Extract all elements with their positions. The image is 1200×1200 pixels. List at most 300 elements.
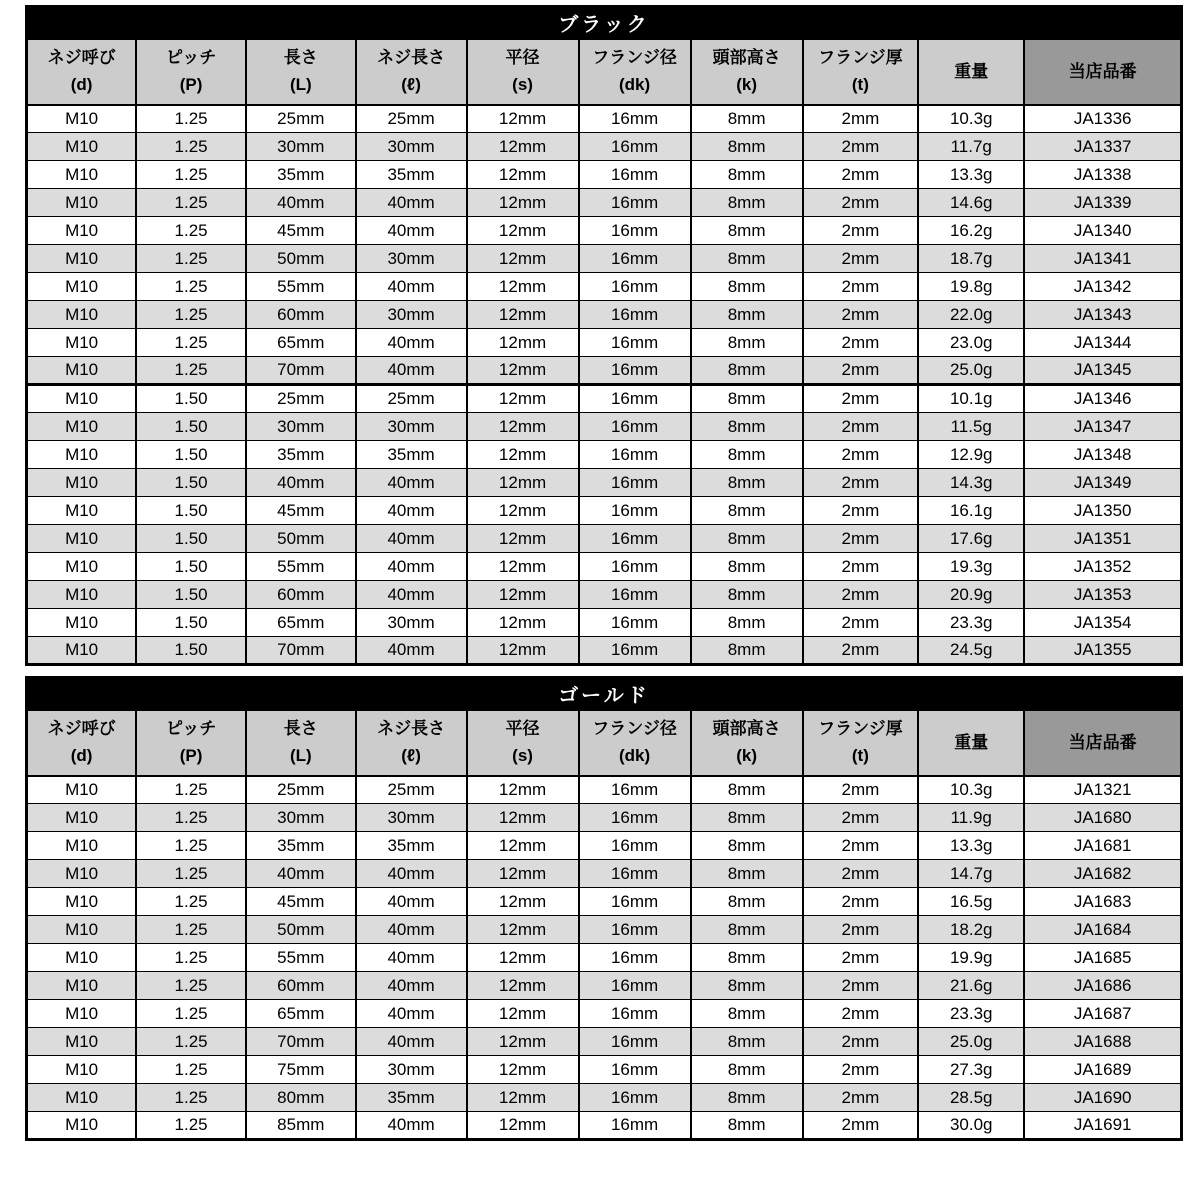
- cell-thread: 40mm: [356, 1028, 467, 1056]
- cell-l: 55mm: [246, 553, 356, 581]
- spec-row: [27, 385, 1182, 413]
- cell-p: 1.50: [136, 385, 246, 413]
- cell-thread: 30mm: [356, 245, 467, 273]
- cell-d: M10: [27, 1000, 137, 1028]
- cell-t: 2mm: [803, 609, 919, 637]
- cell-k: 8mm: [691, 245, 803, 273]
- cell-p: 1.50: [136, 469, 246, 497]
- cell-k: 8mm: [691, 497, 803, 525]
- cell-s: 12mm: [467, 273, 579, 301]
- spec-row: [27, 245, 1182, 273]
- cell-l: 30mm: [246, 413, 356, 441]
- cell-thread: 40mm: [356, 329, 467, 357]
- cell-part: JA1351: [1024, 525, 1181, 553]
- column-label: ピッチ: [165, 48, 217, 68]
- cell-p: 1.25: [136, 888, 246, 916]
- cell-weight: 25.0g: [918, 357, 1024, 385]
- column-header-l: [246, 710, 356, 776]
- cell-l: 30mm: [246, 804, 356, 832]
- column-header-k: [691, 39, 803, 105]
- spec-row: [27, 916, 1182, 944]
- cell-part: JA1354: [1024, 609, 1181, 637]
- cell-p: 1.25: [136, 972, 246, 1000]
- cell-l: 40mm: [246, 189, 356, 217]
- cell-thread: 40mm: [356, 217, 467, 245]
- cell-p: 1.25: [136, 357, 246, 385]
- cell-k: 8mm: [691, 301, 803, 329]
- column-label: 頭部高さ: [712, 719, 781, 739]
- spec-row: [27, 469, 1182, 497]
- cell-t: 2mm: [803, 832, 919, 860]
- cell-l: 45mm: [246, 217, 356, 245]
- cell-dk: 16mm: [579, 161, 691, 189]
- cell-part: JA1682: [1024, 860, 1181, 888]
- cell-d: M10: [27, 497, 137, 525]
- cell-d: M10: [27, 776, 137, 804]
- cell-thread: 40mm: [356, 525, 467, 553]
- cell-s: 12mm: [467, 105, 579, 133]
- cell-dk: 16mm: [579, 357, 691, 385]
- cell-thread: 30mm: [356, 413, 467, 441]
- cell-t: 2mm: [803, 1028, 919, 1056]
- cell-p: 1.25: [136, 105, 246, 133]
- cell-t: 2mm: [803, 469, 919, 497]
- column-label: フランジ厚: [818, 719, 903, 739]
- cell-d: M10: [27, 944, 137, 972]
- column-symbol: (s): [512, 74, 533, 94]
- spec-row: [27, 133, 1182, 161]
- cell-part: JA1321: [1024, 776, 1181, 804]
- cell-d: M10: [27, 581, 137, 609]
- cell-thread: 35mm: [356, 1084, 467, 1112]
- cell-part: JA1342: [1024, 273, 1181, 301]
- cell-p: 1.25: [136, 1056, 246, 1084]
- column-symbol: (k): [736, 74, 757, 94]
- spec-row: [27, 329, 1182, 357]
- cell-p: 1.50: [136, 637, 246, 665]
- cell-l: 25mm: [246, 385, 356, 413]
- cell-t: 2mm: [803, 413, 919, 441]
- cell-s: 12mm: [467, 553, 579, 581]
- table-title-black: ブラック: [27, 7, 1182, 39]
- column-label: 平径: [505, 719, 540, 739]
- cell-part: JA1684: [1024, 916, 1181, 944]
- cell-t: 2mm: [803, 581, 919, 609]
- cell-dk: 16mm: [579, 469, 691, 497]
- cell-dk: 16mm: [579, 609, 691, 637]
- cell-d: M10: [27, 1028, 137, 1056]
- cell-weight: 14.7g: [918, 860, 1024, 888]
- cell-d: M10: [27, 217, 137, 245]
- column-header-part: [1024, 39, 1181, 105]
- cell-d: M10: [27, 469, 137, 497]
- cell-dk: 16mm: [579, 916, 691, 944]
- cell-part: JA1681: [1024, 832, 1181, 860]
- cell-part: JA1680: [1024, 804, 1181, 832]
- cell-t: 2mm: [803, 525, 919, 553]
- cell-p: 1.50: [136, 581, 246, 609]
- cell-t: 2mm: [803, 1084, 919, 1112]
- column-symbol: (d): [70, 74, 93, 94]
- cell-t: 2mm: [803, 385, 919, 413]
- cell-dk: 16mm: [579, 329, 691, 357]
- spec-row: [27, 105, 1182, 133]
- cell-part: JA1355: [1024, 637, 1181, 665]
- column-symbol: (P): [179, 74, 203, 94]
- column-header-k: [691, 710, 803, 776]
- cell-thread: 40mm: [356, 357, 467, 385]
- column-label: ネジ長さ: [377, 719, 446, 739]
- cell-s: 12mm: [467, 329, 579, 357]
- spec-row: [27, 609, 1182, 637]
- cell-t: 2mm: [803, 972, 919, 1000]
- cell-t: 2mm: [803, 944, 919, 972]
- column-label: ネジ長さ: [377, 48, 446, 68]
- cell-s: 12mm: [467, 525, 579, 553]
- cell-part: JA1687: [1024, 1000, 1181, 1028]
- cell-dk: 16mm: [579, 105, 691, 133]
- cell-p: 1.25: [136, 1028, 246, 1056]
- cell-part: JA1688: [1024, 1028, 1181, 1056]
- cell-t: 2mm: [803, 357, 919, 385]
- spec-row: [27, 1000, 1182, 1028]
- cell-weight: 18.7g: [918, 245, 1024, 273]
- cell-t: 2mm: [803, 553, 919, 581]
- cell-k: 8mm: [691, 1084, 803, 1112]
- cell-part: JA1344: [1024, 329, 1181, 357]
- spec-row: [27, 413, 1182, 441]
- cell-p: 1.50: [136, 609, 246, 637]
- cell-l: 35mm: [246, 832, 356, 860]
- cell-k: 8mm: [691, 860, 803, 888]
- cell-k: 8mm: [691, 357, 803, 385]
- cell-s: 12mm: [467, 1028, 579, 1056]
- cell-s: 12mm: [467, 1112, 579, 1140]
- cell-k: 8mm: [691, 105, 803, 133]
- cell-s: 12mm: [467, 916, 579, 944]
- cell-thread: 30mm: [356, 609, 467, 637]
- cell-part: JA1350: [1024, 497, 1181, 525]
- cell-dk: 16mm: [579, 273, 691, 301]
- column-label: 平径: [505, 48, 540, 68]
- cell-t: 2mm: [803, 497, 919, 525]
- cell-part: JA1341: [1024, 245, 1181, 273]
- spec-row: [27, 1084, 1182, 1112]
- cell-k: 8mm: [691, 385, 803, 413]
- cell-d: M10: [27, 972, 137, 1000]
- column-label: ピッチ: [165, 719, 217, 739]
- cell-s: 12mm: [467, 972, 579, 1000]
- cell-p: 1.25: [136, 1000, 246, 1028]
- column-symbol: (L): [289, 745, 312, 765]
- cell-dk: 16mm: [579, 525, 691, 553]
- column-header-weight: [918, 39, 1024, 105]
- cell-part: JA1347: [1024, 413, 1181, 441]
- column-label: 長さ: [283, 48, 318, 68]
- cell-dk: 16mm: [579, 944, 691, 972]
- column-header-d: [27, 710, 137, 776]
- cell-l: 45mm: [246, 497, 356, 525]
- cell-t: 2mm: [803, 105, 919, 133]
- cell-thread: 40mm: [356, 189, 467, 217]
- table-title-gold: ゴールド: [27, 678, 1182, 710]
- cell-l: 60mm: [246, 301, 356, 329]
- spec-table-gold: [25, 676, 1183, 1141]
- cell-part: JA1353: [1024, 581, 1181, 609]
- cell-weight: 10.3g: [918, 105, 1024, 133]
- cell-s: 12mm: [467, 1084, 579, 1112]
- column-symbol: (t): [851, 74, 869, 94]
- column-label: フランジ厚: [818, 48, 903, 68]
- cell-dk: 16mm: [579, 413, 691, 441]
- cell-t: 2mm: [803, 637, 919, 665]
- spec-row: [27, 776, 1182, 804]
- spec-row: [27, 888, 1182, 916]
- cell-thread: 25mm: [356, 105, 467, 133]
- spec-row: [27, 189, 1182, 217]
- spec-row: [27, 860, 1182, 888]
- column-symbol: (s): [512, 745, 533, 765]
- column-header-thread: [356, 710, 467, 776]
- cell-weight: 23.3g: [918, 1000, 1024, 1028]
- cell-d: M10: [27, 105, 137, 133]
- cell-weight: 11.9g: [918, 804, 1024, 832]
- cell-d: M10: [27, 609, 137, 637]
- spec-row: [27, 944, 1182, 972]
- cell-p: 1.25: [136, 301, 246, 329]
- cell-part: JA1352: [1024, 553, 1181, 581]
- cell-weight: 13.3g: [918, 161, 1024, 189]
- column-symbol: (L): [289, 74, 312, 94]
- cell-thread: 35mm: [356, 161, 467, 189]
- cell-k: 8mm: [691, 469, 803, 497]
- spec-row: [27, 497, 1182, 525]
- column-label: フランジ径: [592, 48, 677, 68]
- column-header-p: [136, 710, 246, 776]
- cell-p: 1.50: [136, 413, 246, 441]
- cell-l: 65mm: [246, 609, 356, 637]
- cell-thread: 40mm: [356, 273, 467, 301]
- cell-part: JA1340: [1024, 217, 1181, 245]
- cell-s: 12mm: [467, 944, 579, 972]
- cell-t: 2mm: [803, 888, 919, 916]
- cell-thread: 40mm: [356, 1000, 467, 1028]
- cell-p: 1.50: [136, 525, 246, 553]
- cell-weight: 30.0g: [918, 1112, 1024, 1140]
- cell-p: 1.25: [136, 273, 246, 301]
- cell-k: 8mm: [691, 1028, 803, 1056]
- cell-s: 12mm: [467, 581, 579, 609]
- spec-row: [27, 525, 1182, 553]
- cell-weight: 10.3g: [918, 776, 1024, 804]
- cell-p: 1.25: [136, 944, 246, 972]
- cell-dk: 16mm: [579, 972, 691, 1000]
- cell-dk: 16mm: [579, 497, 691, 525]
- column-label: 当店品番: [1068, 732, 1137, 752]
- cell-part: JA1689: [1024, 1056, 1181, 1084]
- cell-weight: 27.3g: [918, 1056, 1024, 1084]
- cell-weight: 23.0g: [918, 329, 1024, 357]
- column-symbol: (P): [179, 745, 203, 765]
- cell-l: 40mm: [246, 469, 356, 497]
- cell-weight: 13.3g: [918, 832, 1024, 860]
- cell-d: M10: [27, 329, 137, 357]
- cell-thread: 40mm: [356, 916, 467, 944]
- cell-k: 8mm: [691, 916, 803, 944]
- column-label: 当店品番: [1068, 61, 1137, 81]
- cell-l: 40mm: [246, 860, 356, 888]
- spec-row: [27, 273, 1182, 301]
- cell-thread: 40mm: [356, 469, 467, 497]
- cell-p: 1.25: [136, 804, 246, 832]
- spec-row: [27, 301, 1182, 329]
- cell-k: 8mm: [691, 329, 803, 357]
- cell-weight: 14.6g: [918, 189, 1024, 217]
- cell-d: M10: [27, 637, 137, 665]
- cell-d: M10: [27, 301, 137, 329]
- spec-row: [27, 832, 1182, 860]
- cell-dk: 16mm: [579, 1000, 691, 1028]
- cell-d: M10: [27, 189, 137, 217]
- cell-k: 8mm: [691, 972, 803, 1000]
- column-symbol: (k): [736, 745, 757, 765]
- column-symbol: (ℓ): [401, 74, 421, 94]
- cell-k: 8mm: [691, 804, 803, 832]
- cell-k: 8mm: [691, 217, 803, 245]
- cell-k: 8mm: [691, 553, 803, 581]
- cell-s: 12mm: [467, 832, 579, 860]
- cell-weight: 19.3g: [918, 553, 1024, 581]
- cell-t: 2mm: [803, 189, 919, 217]
- cell-p: 1.50: [136, 441, 246, 469]
- cell-k: 8mm: [691, 581, 803, 609]
- title-row: [27, 7, 1182, 39]
- cell-s: 12mm: [467, 385, 579, 413]
- cell-t: 2mm: [803, 860, 919, 888]
- column-header-weight: [918, 710, 1024, 776]
- cell-d: M10: [27, 245, 137, 273]
- cell-d: M10: [27, 357, 137, 385]
- cell-l: 80mm: [246, 1084, 356, 1112]
- cell-weight: 21.6g: [918, 972, 1024, 1000]
- cell-weight: 17.6g: [918, 525, 1024, 553]
- spec-row: [27, 441, 1182, 469]
- cell-part: JA1343: [1024, 301, 1181, 329]
- cell-p: 1.25: [136, 776, 246, 804]
- column-header-dk: [579, 710, 691, 776]
- cell-t: 2mm: [803, 1056, 919, 1084]
- cell-part: JA1690: [1024, 1084, 1181, 1112]
- cell-d: M10: [27, 273, 137, 301]
- column-label: ネジ呼び: [47, 48, 116, 68]
- cell-k: 8mm: [691, 413, 803, 441]
- cell-thread: 40mm: [356, 972, 467, 1000]
- cell-thread: 30mm: [356, 1056, 467, 1084]
- cell-weight: 19.9g: [918, 944, 1024, 972]
- cell-k: 8mm: [691, 133, 803, 161]
- cell-part: JA1345: [1024, 357, 1181, 385]
- cell-t: 2mm: [803, 161, 919, 189]
- cell-part: JA1683: [1024, 888, 1181, 916]
- cell-p: 1.25: [136, 189, 246, 217]
- cell-l: 55mm: [246, 273, 356, 301]
- cell-s: 12mm: [467, 776, 579, 804]
- cell-dk: 16mm: [579, 1112, 691, 1140]
- cell-part: JA1336: [1024, 105, 1181, 133]
- cell-p: 1.25: [136, 1084, 246, 1112]
- cell-thread: 25mm: [356, 776, 467, 804]
- cell-dk: 16mm: [579, 189, 691, 217]
- cell-d: M10: [27, 553, 137, 581]
- spec-row: [27, 637, 1182, 665]
- cell-t: 2mm: [803, 916, 919, 944]
- cell-weight: 19.8g: [918, 273, 1024, 301]
- spec-row: [27, 217, 1182, 245]
- cell-d: M10: [27, 888, 137, 916]
- cell-l: 25mm: [246, 776, 356, 804]
- cell-l: 50mm: [246, 245, 356, 273]
- spec-row: [27, 357, 1182, 385]
- column-label: ネジ呼び: [47, 719, 116, 739]
- cell-l: 65mm: [246, 329, 356, 357]
- cell-l: 50mm: [246, 916, 356, 944]
- column-header-d: [27, 39, 137, 105]
- column-header-s: [467, 710, 579, 776]
- cell-p: 1.25: [136, 1112, 246, 1140]
- cell-l: 60mm: [246, 972, 356, 1000]
- cell-weight: 14.3g: [918, 469, 1024, 497]
- cell-t: 2mm: [803, 217, 919, 245]
- cell-dk: 16mm: [579, 385, 691, 413]
- cell-l: 70mm: [246, 637, 356, 665]
- cell-weight: 25.0g: [918, 1028, 1024, 1056]
- cell-s: 12mm: [467, 357, 579, 385]
- cell-s: 12mm: [467, 413, 579, 441]
- cell-l: 30mm: [246, 133, 356, 161]
- cell-d: M10: [27, 441, 137, 469]
- cell-dk: 16mm: [579, 637, 691, 665]
- cell-thread: 25mm: [356, 385, 467, 413]
- column-header-t: [803, 710, 919, 776]
- cell-part: JA1691: [1024, 1112, 1181, 1140]
- header-row: [27, 710, 1182, 776]
- cell-l: 25mm: [246, 105, 356, 133]
- cell-l: 45mm: [246, 888, 356, 916]
- cell-k: 8mm: [691, 888, 803, 916]
- cell-t: 2mm: [803, 441, 919, 469]
- cell-s: 12mm: [467, 217, 579, 245]
- cell-s: 12mm: [467, 637, 579, 665]
- cell-s: 12mm: [467, 609, 579, 637]
- cell-s: 12mm: [467, 161, 579, 189]
- cell-t: 2mm: [803, 1112, 919, 1140]
- cell-thread: 35mm: [356, 832, 467, 860]
- cell-thread: 30mm: [356, 804, 467, 832]
- cell-p: 1.25: [136, 832, 246, 860]
- cell-p: 1.25: [136, 161, 246, 189]
- cell-k: 8mm: [691, 189, 803, 217]
- cell-d: M10: [27, 133, 137, 161]
- cell-thread: 30mm: [356, 301, 467, 329]
- column-symbol: (dk): [618, 745, 651, 765]
- cell-s: 12mm: [467, 245, 579, 273]
- cell-t: 2mm: [803, 1000, 919, 1028]
- cell-thread: 35mm: [356, 441, 467, 469]
- cell-l: 70mm: [246, 357, 356, 385]
- cell-weight: 12.9g: [918, 441, 1024, 469]
- cell-d: M10: [27, 385, 137, 413]
- cell-part: JA1338: [1024, 161, 1181, 189]
